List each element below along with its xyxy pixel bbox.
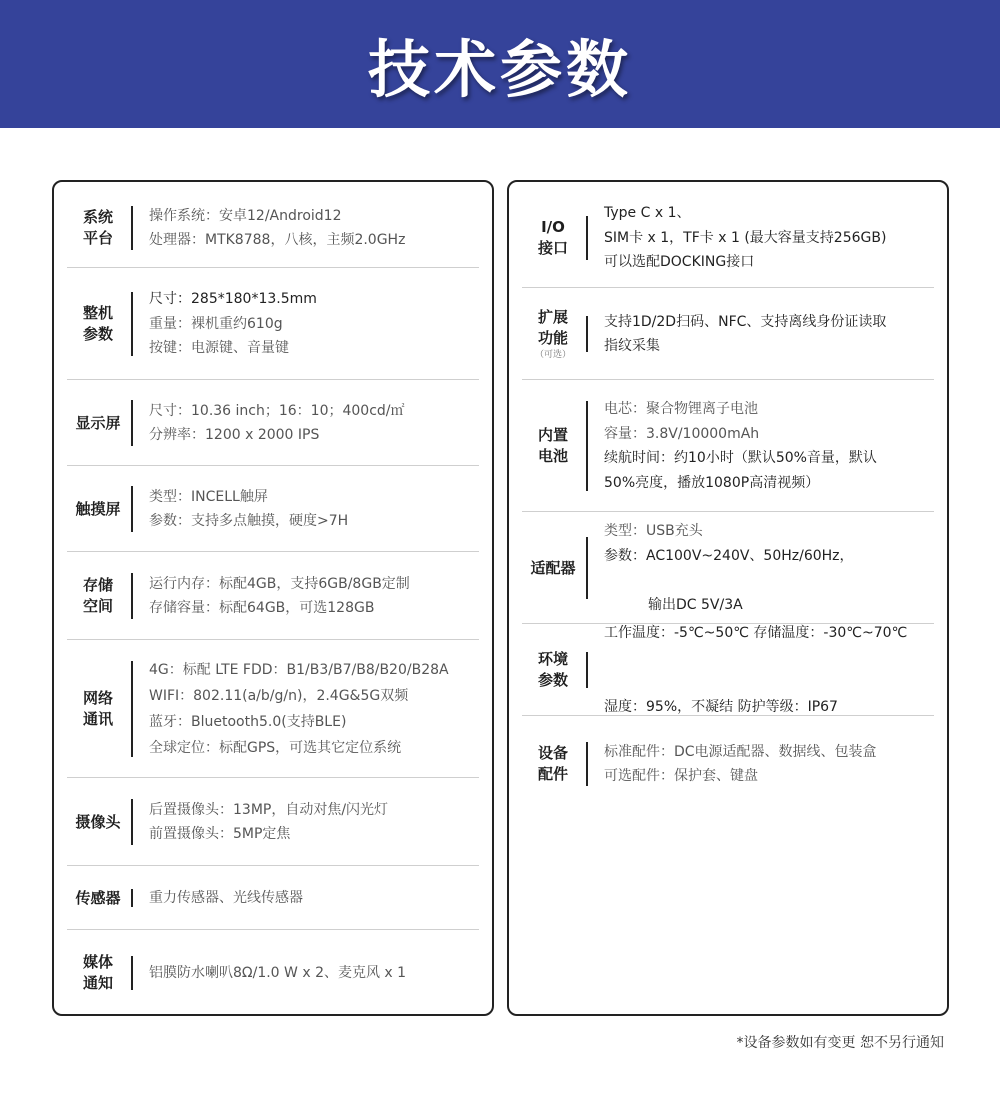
- spec-row-sensor: [67, 866, 479, 930]
- spec-row-battery: [522, 380, 934, 512]
- spec-label: 摄像头: [75, 812, 121, 831]
- right-spec-panel: [507, 180, 949, 1016]
- spec-label: I/O 接口: [537, 218, 568, 257]
- spec-label: 网络 通讯: [82, 689, 113, 728]
- spec-values: Type C x 1、 SIM卡 x 1，TF卡 x 1 (最大容量支持256GB) 可以选配DOCKING接口: [604, 205, 887, 271]
- footnote: *设备参数如有变更 恕不另行通知: [736, 1035, 944, 1051]
- spec-label: 适配器: [530, 558, 576, 577]
- spec-values: 4G：标配 LTE FDD：B1/B3/B7/B8/B20/B28A WIFI：802.11(a/b/g/n)，2.4G&5G双频 蓝牙：Bluetooth5.0(支持BLE) 全球定位：标配GPS，可选其它定位系统: [149, 662, 449, 756]
- spec-label: 设备 配件: [537, 744, 568, 783]
- spec-row-system: [67, 188, 479, 268]
- title-banner: [0, 0, 1000, 128]
- spec-label: 显示屏: [75, 413, 121, 432]
- spec-values: 运行内存：标配4GB，支持6GB/8GB定制 存储容量：标配64GB，可选128GB: [149, 575, 410, 616]
- spec-row-touch: [67, 466, 479, 552]
- spec-values: 类型：USB充头 参数：AC100V~240V、50Hz/60Hz， 输出DC 5V/3A: [604, 523, 854, 613]
- spec-row-media: [67, 930, 479, 1016]
- spec-row-accessories: [522, 716, 934, 812]
- spec-values: 电芯：聚合物锂离子电池 容量：3.8V/10000mAh 续航时间：约10小时（默认50%音量，默认 50%亮度，播放1080P高清视频）: [604, 401, 877, 491]
- spec-label: 内置 电池: [537, 426, 568, 465]
- spec-values: 标准配件：DC电源适配器、数据线、包装盒 可选配件：保护套、键盘: [604, 743, 877, 784]
- spec-row-storage: [67, 552, 479, 640]
- spec-row-environment: [522, 624, 934, 716]
- spec-label: 媒体 通知: [82, 953, 113, 992]
- spec-label: 传感器: [75, 888, 121, 907]
- spec-values: 支持1D/2D扫码、NFC、支持离线身份证读取 指纹采集: [604, 313, 887, 354]
- page-title: 技术参数: [367, 32, 632, 106]
- spec-row-io: [522, 188, 934, 288]
- spec-label: 存储 空间: [82, 576, 113, 615]
- spec-row-device: [67, 268, 479, 380]
- spec-label: 系统 平台: [82, 208, 113, 247]
- spec-values: 操作系统：安卓12/Android12 处理器：MTK8788，八核，主频2.0GHz: [149, 207, 406, 248]
- spec-values: 尺寸：10.36 inch；16：10；400cd/㎡ 分辨率：1200 x 2000 IPS: [149, 402, 405, 443]
- spec-values: 重力传感器、光线传感器: [149, 889, 303, 906]
- spec-label: 整机 参数: [82, 304, 113, 343]
- spec-row-network: [67, 640, 479, 778]
- spec-label: 触摸屏: [75, 499, 121, 518]
- spec-values: 类型：INCELL触屏 参数：支持多点触摸，硬度>7H: [149, 488, 349, 529]
- spec-values: 铝膜防水喇叭8Ω/1.0 W x 2、麦克风 x 1: [149, 964, 407, 981]
- spec-values: 后置摄像头：13MP，自动对焦/闪光灯 前置摄像头：5MP定焦: [149, 801, 389, 842]
- left-spec-panel: [52, 180, 494, 1016]
- spec-row-camera: [67, 778, 479, 866]
- spec-row-extension: [522, 288, 934, 380]
- spec-values: 工作温度：-5℃~50℃ 存储温度：-30℃~70℃ 湿度：95%，不凝结 防护等级：IP67: [604, 625, 908, 715]
- spec-values: 尺寸：285*180*13.5mm 重量：裸机重约610g 按键：电源键、音量键: [149, 291, 317, 357]
- spec-label: 扩展 功能 （可选）: [534, 308, 571, 360]
- spec-row-display: [67, 380, 479, 466]
- spec-label: 环境 参数: [537, 650, 568, 689]
